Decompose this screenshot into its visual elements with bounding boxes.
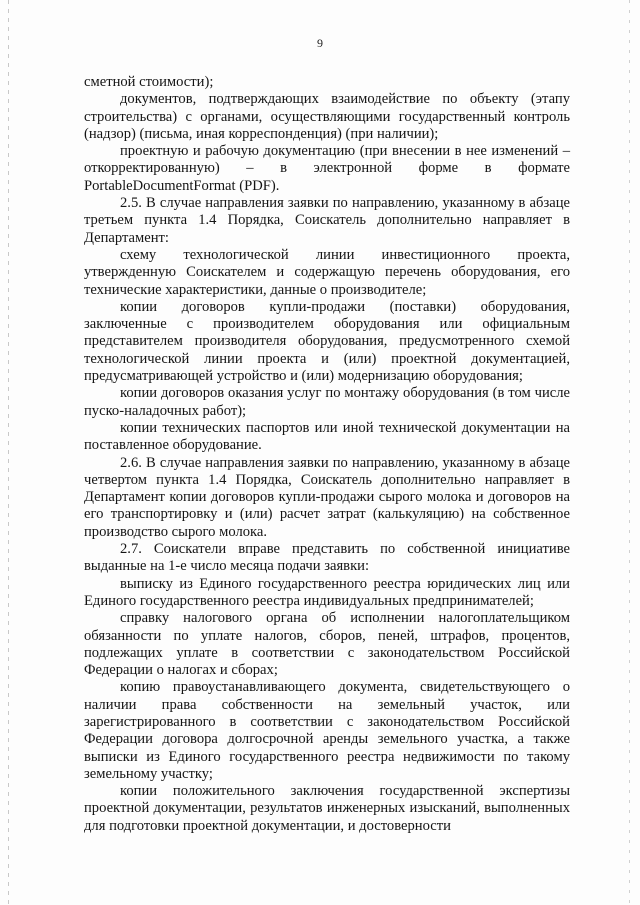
paragraph-equipment-contracts: копии договоров купли-продажи (поставки) оборудования, заключенные с производителем оборудования или официальным представителем производителя оборудования, предусмотренного схемой технологической линии проекта и (или) проектной документацией, предусматривающей устройство и (или) модернизацию оборудования; [84, 298, 570, 385]
paragraph-tech-line-scheme: схему технологической линии инвестиционного проекта, утвержденную Соискателем и содержащую перечень оборудования, его технические характеристики, данные о производителе; [84, 246, 570, 298]
scan-edge-right [629, 0, 630, 905]
paragraph-tech-passports: копии технических паспортов или иной технической документации на поставленное оборудование. [84, 419, 570, 454]
paragraph-2-7: 2.7. Соискатели вправе представить по собственной инициативе выданные на 1-е число месяца подачи заявки: [84, 541, 570, 575]
paragraph-project-docs: проектную и рабочую документацию (при внесении в нее изменений – откорректированную) – в электронной форме в формате PortableDocumentFormat (PDF). [84, 143, 570, 194]
paragraph-installation-contracts: копии договоров оказания услуг по монтажу оборудования (в том числе пуско-наладочных работ); [84, 385, 570, 419]
paragraph-interaction-docs: документов, подтверждающих взаимодействие по объекту (этапу строительства) с органами, осуществляющими государственный контроль (надзор) (письма, иная корреспонденция) (при наличии); [84, 91, 570, 142]
paragraph-expertise: копии положительного заключения государственной экспертизы проектной документации, результатов инженерных изысканий, выполненных для подготовки проектной документации, и достоверности [84, 783, 570, 834]
document-body [84, 74, 570, 835]
paragraph-2-6: 2.6. В случае направления заявки по направлению, указанному в абзаце четвертом пункта 1.4 Порядка, Соискатель дополнительно направляет в Департамент копии договоров купли-продажи сырого молока и договоров на его транспортировку и (или) расчет затрат (калькуляцию) на собственное производство сырого молока. [84, 454, 570, 540]
page-number: 9 [317, 36, 323, 50]
scan-edge-left [8, 0, 9, 905]
paragraph-registry-extract: выписку из Единого государственного реестра юридических лиц или Единого государственного реестра индивидуальных предпринимателей; [84, 575, 570, 609]
paragraph-land-title: копию правоустанавливающего документа, свидетельствующего о наличии права собственности на земельный участок, или зарегистрированного в соответствии с законодательством Российской Федерации договора долгосрочной аренды земельного участка, а также выписки из Единого государственного реестра недвижимости по такому земельному участку; [84, 679, 570, 782]
paragraph-continuation: сметной стоимости); [84, 74, 214, 90]
paragraph-2-5: 2.5. В случае направления заявки по направлению, указанному в абзаце третьем пункта 1.4 Порядка, Соискатель дополнительно направляет в Департамент: [84, 195, 570, 246]
paragraph-tax-certificate: справку налогового органа об исполнении налогоплательщиком обязанности по уплате налогов, сборов, пеней, штрафов, процентов, подлежащих уплате в соответствии с законодательством Российской Федерации о налогах и сборах; [84, 610, 570, 679]
